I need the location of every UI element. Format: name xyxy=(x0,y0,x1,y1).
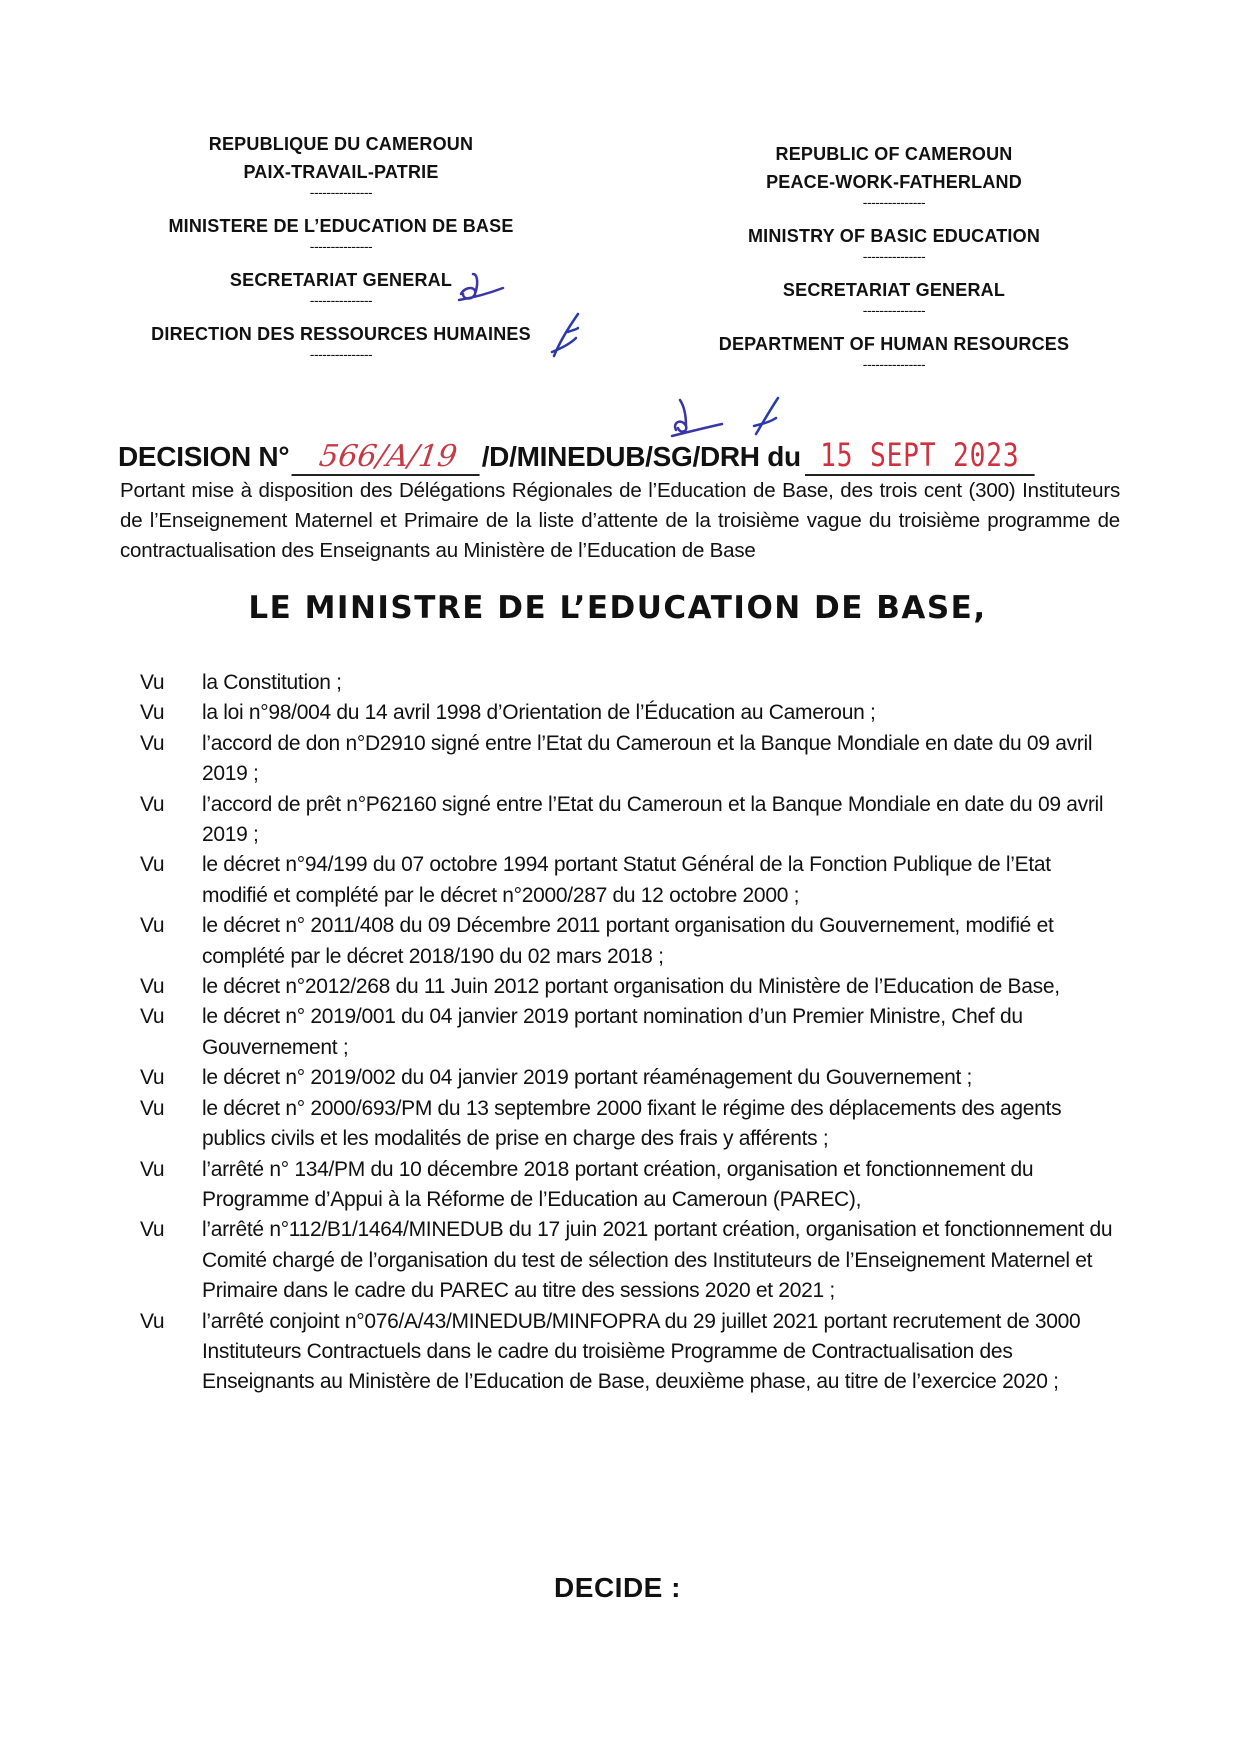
vu-text: l’arrêté conjoint n°076/A/43/MINEDUB/MINFOPRA du 29 juillet 2021 portant recrutement de 3000 Instituteurs Contractuels dans le cadre du troisième Programme de Contractualisation des Enseignants au Ministère de l’Education de Base, deuxième phase, au titre de l’exercice 2020 ; xyxy=(202,1309,1081,1394)
vu-label: Vu xyxy=(140,853,165,877)
decision-reference xyxy=(118,436,1128,476)
vu-text: la loi n°98/004 du 14 avril 1998 d’Orientation de l’Éducation au Cameroun ; xyxy=(202,701,876,725)
list-item xyxy=(140,1063,1140,1093)
initial-mark-icon xyxy=(455,272,507,304)
vu-label: Vu xyxy=(140,1096,165,1120)
vu-text: l’arrêté n° 134/PM du 10 décembre 2018 portant création, organisation et fonctionnement du Programme d’Appui à la Réforme de l’Education au Cameroun (PAREC), xyxy=(202,1157,1034,1211)
header-left xyxy=(141,130,541,366)
vu-label: Vu xyxy=(140,731,165,755)
country-fr: REPUBLIQUE DU CAMEROUN xyxy=(208,134,474,154)
vu-text: l’accord de prêt n°P62160 signé entre l’Etat du Cameroun et la Banque Mondiale en date du 09 avril 2019 ; xyxy=(202,792,1104,847)
department-en: DEPARTMENT OF HUMAN RESOURCES xyxy=(718,334,1070,354)
list-item xyxy=(140,1155,1140,1216)
department-fr: DIRECTION DES RESSOURCES HUMAINES xyxy=(151,324,531,344)
list-item xyxy=(140,790,1140,851)
decision-prefix: DECISION N° xyxy=(118,441,290,472)
list-item xyxy=(140,1094,1140,1155)
list-item xyxy=(140,1307,1140,1398)
motto-en: PEACE-WORK-FATHERLAND xyxy=(766,172,1022,192)
list-item xyxy=(140,668,1140,698)
initial-mark-icon xyxy=(668,398,724,438)
vu-text: la Constitution ; xyxy=(202,671,342,694)
header-right xyxy=(694,140,1094,376)
list-item xyxy=(140,850,1140,911)
initial-mark-icon xyxy=(752,396,782,436)
separator: --------------- xyxy=(862,248,926,264)
vu-text: le décret n° 2019/001 du 04 janvier 2019 portant nomination d’un Premier Ministre, Chef du Gouvernement ; xyxy=(202,1005,1023,1059)
date-stamp: 15 SEPT 2023 xyxy=(805,436,1035,476)
decision-reference-code: /D/MINEDUB/SG/DRH du xyxy=(481,441,801,472)
secretariat-fr: SECRETARIAT GENERAL xyxy=(229,270,453,290)
list-item xyxy=(140,1215,1140,1306)
separator: --------------- xyxy=(862,194,926,210)
vu-text: l’accord de don n°D2910 signé entre l’Etat du Cameroun et la Banque Mondiale en date du 09 avril 2019 ; xyxy=(202,731,1093,786)
vu-text: le décret n°94/199 du 07 octobre 1994 portant Statut Général de la Fonction Publique de l’Etat modifié et complété par le décret n°2000/287 du 12 octobre 2000 ; xyxy=(202,853,1051,907)
vu-text: le décret n° 2011/408 du 09 Décembre 2011 portant organisation du Gouvernement, modifié et complété par le décret 2018/190 du 02 mars 2018 ; xyxy=(202,914,1054,968)
minister-title: LE MINISTRE DE L’EDUCATION DE BASE, xyxy=(248,590,987,626)
vu-label: Vu xyxy=(140,701,165,725)
separator: --------------- xyxy=(309,292,373,308)
decision-number-handwritten: 566/A/19 xyxy=(291,439,484,476)
separator: --------------- xyxy=(862,302,926,318)
decision-subject: Portant mise à disposition des Délégations Régionales de l’Education de Base, des trois cent (300) Instituteurs de l’Enseignement Maternel et Primaire de la liste d’attente de la troisième vague du troisième programme de contractualisation des Enseignants au Ministère de l’Education de Base xyxy=(120,479,1120,562)
vu-text: le décret n°2012/268 du 11 Juin 2012 portant organisation du Ministère de l’Education de Base, xyxy=(202,975,1060,999)
decide-heading: DECIDE : xyxy=(554,1572,681,1603)
list-item xyxy=(140,1002,1140,1063)
vu-text: l’arrêté n°112/B1/1464/MINEDUB du 17 juin 2021 portant création, organisation et fonctionnement du Comité chargé de l’organisation du test de sélection des Instituteurs de l’Enseignement Maternel et Primaire dans le cadre du PAREC au titre des sessions 2020 et 2021 ; xyxy=(202,1218,1113,1303)
country-en: REPUBLIC OF CAMEROUN xyxy=(775,144,1013,164)
vu-label: Vu xyxy=(140,1309,165,1333)
vu-label: Vu xyxy=(140,792,165,816)
vu-text: le décret n° 2000/693/PM du 13 septembre 2000 fixant le régime des déplacements des agents publics civils et les modalités de prise en charge des frais y afférents ; xyxy=(202,1096,1062,1151)
vu-label: Vu xyxy=(140,1005,165,1029)
separator: --------------- xyxy=(862,356,926,372)
vu-text: le décret n° 2019/002 du 04 janvier 2019 portant réaménagement du Gouvernement ; xyxy=(202,1066,973,1090)
list-item xyxy=(140,698,1140,728)
ministry-en: MINISTRY OF BASIC EDUCATION xyxy=(747,226,1041,246)
separator: --------------- xyxy=(309,184,373,200)
vu-label: Vu xyxy=(140,914,165,938)
vu-label: Vu xyxy=(140,1157,165,1181)
vu-label: Vu xyxy=(140,671,165,694)
list-item xyxy=(140,911,1140,972)
vu-label: Vu xyxy=(140,1218,165,1242)
initial-mark-icon xyxy=(548,312,584,360)
secretariat-en: SECRETARIAT GENERAL xyxy=(782,280,1006,300)
ministry-fr: MINISTERE DE L’EDUCATION DE BASE xyxy=(168,216,514,236)
vu-label: Vu xyxy=(140,975,165,999)
separator: --------------- xyxy=(309,346,373,362)
motto-fr: PAIX-TRAVAIL-PATRIE xyxy=(243,162,439,182)
separator: --------------- xyxy=(309,238,373,254)
list-item xyxy=(140,729,1140,790)
vu-label: Vu xyxy=(140,1066,165,1090)
list-item xyxy=(140,972,1140,1002)
considerations-list xyxy=(140,668,1140,1398)
